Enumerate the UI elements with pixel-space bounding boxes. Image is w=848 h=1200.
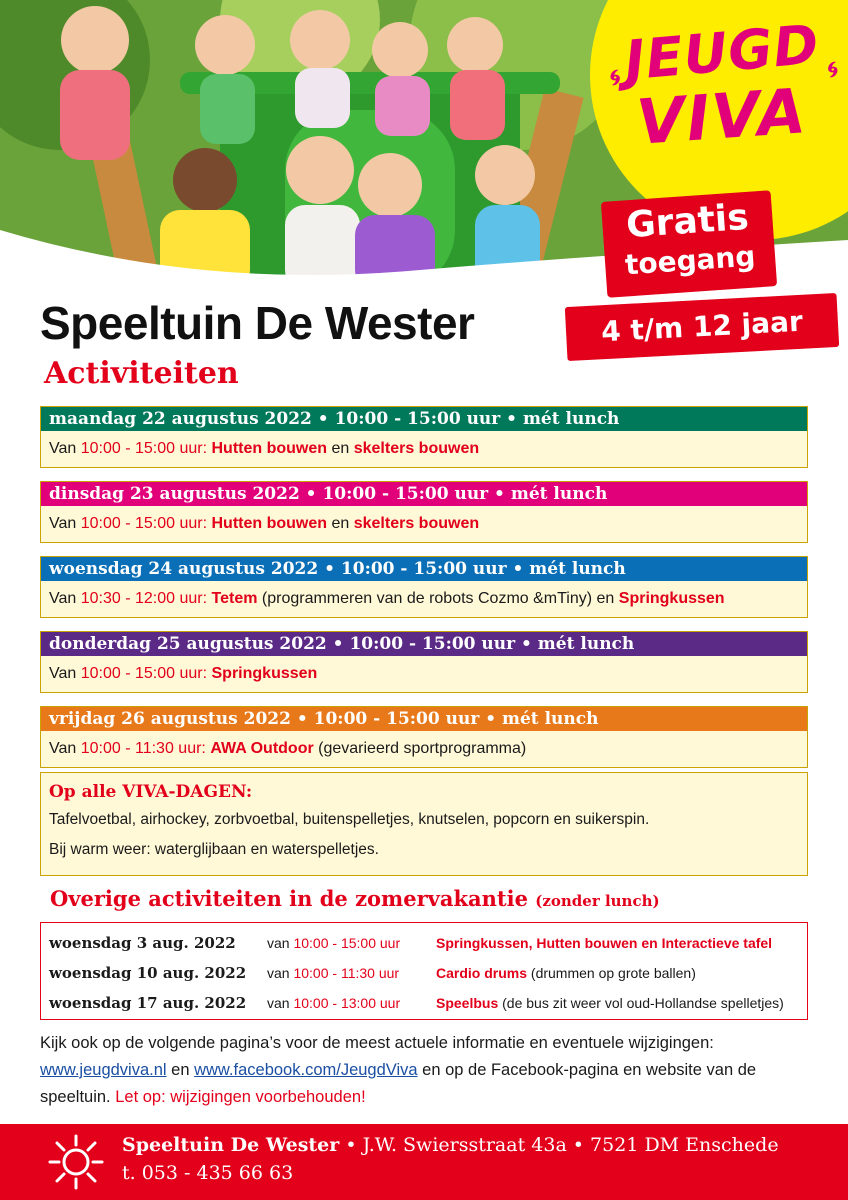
row-time — [267, 928, 400, 958]
other-activities-table — [40, 922, 808, 1020]
day-header: woensdag 24 augustus 2022 • 10:00 - 15:00 uur • mét lunch — [41, 557, 807, 581]
badge-free-line-1: Gratis — [624, 196, 750, 247]
jeugdviva-website-link[interactable]: www.jeugdviva.nl — [40, 1061, 167, 1079]
day-activity-note: en — [327, 440, 354, 457]
sun-figures-logo-icon — [46, 1132, 106, 1192]
row-activity-desc: (drummen op grote ballen) — [527, 965, 696, 981]
day-activity: skelters bouwen — [353, 515, 480, 532]
badge-free-line-2: toegang — [623, 239, 757, 282]
day-prefix: Van — [49, 515, 81, 532]
other-title-note: (zonder lunch) — [535, 892, 660, 910]
day-block — [40, 706, 808, 768]
day-prefix: Van — [49, 590, 81, 607]
row-activity-desc: (de bus zit weer vol oud-Hollandse spelletjes) — [498, 995, 784, 1011]
day-prefix: Van — [49, 665, 81, 682]
day-block — [40, 406, 808, 468]
row-time — [267, 988, 400, 1018]
day-block — [40, 556, 808, 618]
day-activity-line — [41, 731, 807, 767]
row-activity-name: Springkussen, Hutten bouwen en Interactieve tafel — [436, 935, 773, 951]
row-activity-name: Cardio drums — [436, 965, 528, 981]
day-activity: Hutten bouwen — [211, 515, 328, 532]
row-date: woensdag 3 aug. 2022 — [49, 934, 236, 952]
logo-line-1: JEUGD — [622, 12, 822, 93]
info-notes — [40, 1030, 810, 1111]
notes-warning: Let op: wijzigingen voorbehouden! — [115, 1088, 366, 1106]
day-block — [40, 631, 808, 693]
day-activity-note: (programmeren van de robots Cozmo &mTiny) en — [257, 590, 619, 607]
section-title-activities: Activiteiten — [44, 356, 239, 391]
day-activity: AWA Outdoor — [210, 740, 314, 757]
other-title-text: Overige activiteiten in de zomervakantie — [50, 886, 528, 911]
notes-line-1: Kijk ook op de volgende pagina’s voor de meest actuele informatie en eventuele wijzigingen: — [40, 1034, 714, 1052]
table-row — [41, 928, 807, 958]
info-title: Op alle VIVA-DAGEN: — [49, 782, 253, 802]
footer-address-line — [122, 1134, 779, 1156]
other-activities-title — [50, 886, 660, 911]
day-time: 10:00 - 15:00 uur: — [80, 440, 208, 457]
day-time: 10:00 - 11:30 uur: — [80, 740, 206, 757]
day-activity-line — [41, 581, 807, 617]
day-activity: Hutten bouwen — [211, 440, 328, 457]
day-time: 10:00 - 15:00 uur: — [80, 665, 208, 682]
day-activity-line — [41, 656, 807, 692]
row-van: van — [267, 935, 294, 951]
swirl-icon: 🌀︎ — [827, 58, 838, 83]
day-activity-note: (gevarieerd sportprogramma) — [313, 740, 527, 757]
table-row — [41, 988, 807, 1018]
info-line-1: Tafelvoetbal, airhockey, zorbvoetbal, buitenspelletjes, knutselen, popcorn en suikerspin. — [49, 811, 650, 828]
day-header: vrijdag 26 augustus 2022 • 10:00 - 15:00 uur • mét lunch — [41, 707, 807, 731]
day-prefix: Van — [49, 740, 81, 757]
row-date: woensdag 10 aug. 2022 — [49, 964, 247, 982]
page-title: Speeltuin De Wester — [40, 297, 475, 349]
day-activity-line — [41, 506, 807, 542]
row-activity — [436, 958, 696, 988]
row-time-value: 10:00 - 13:00 uur — [293, 995, 401, 1011]
day-time: 10:30 - 12:00 uur: — [80, 590, 208, 607]
facebook-page-link[interactable]: www.facebook.com/JeugdViva — [194, 1061, 418, 1079]
day-header: dinsdag 23 augustus 2022 • 10:00 - 15:00 uur • mét lunch — [41, 482, 807, 506]
row-activity — [436, 988, 784, 1018]
logo-line-2: VIVA — [634, 74, 810, 159]
info-line-2: Bij warm weer: waterglijbaan en waterspelletjes. — [49, 841, 379, 858]
footer-bar — [0, 1124, 848, 1200]
row-activity — [436, 928, 772, 958]
footer-phone: t. 053 - 435 66 63 — [122, 1162, 294, 1184]
day-activity: Springkussen — [618, 590, 725, 607]
row-time — [267, 958, 399, 988]
day-activity: Tetem — [211, 590, 258, 607]
footer-venue-name: Speeltuin De Wester — [122, 1134, 340, 1156]
row-van: van — [267, 995, 294, 1011]
footer-address: • J.W. Swiersstraat 43a • 7521 DM Enschede — [339, 1134, 779, 1156]
day-prefix: Van — [49, 440, 81, 457]
row-date: woensdag 17 aug. 2022 — [49, 994, 247, 1012]
all-viva-days-info — [40, 772, 808, 876]
table-row — [41, 958, 807, 988]
row-time-value: 10:00 - 11:30 uur — [293, 965, 400, 981]
day-time: 10:00 - 15:00 uur: — [80, 515, 208, 532]
notes-rest: en op de Facebook-pagina en website van de speeltuin. — [40, 1061, 757, 1106]
day-activity: Springkussen — [211, 665, 318, 682]
free-entry-badge — [601, 190, 777, 298]
day-activity: skelters bouwen — [353, 440, 480, 457]
day-activity-note: en — [327, 515, 354, 532]
day-header: donderdag 25 augustus 2022 • 10:00 - 15:00 uur • mét lunch — [41, 632, 807, 656]
notes-and: en — [166, 1061, 195, 1079]
day-block — [40, 481, 808, 543]
row-van: van — [267, 965, 294, 981]
day-activity-line — [41, 431, 807, 467]
age-range-badge: 4 t/m 12 jaar — [565, 293, 839, 361]
jeugd-viva-logo — [606, 12, 838, 192]
day-header: maandag 22 augustus 2022 • 10:00 - 15:00 uur • mét lunch — [41, 407, 807, 431]
row-activity-name: Speelbus — [436, 995, 499, 1011]
swirl-icon: 🌀︎ — [610, 66, 621, 91]
row-time-value: 10:00 - 15:00 uur — [293, 935, 401, 951]
